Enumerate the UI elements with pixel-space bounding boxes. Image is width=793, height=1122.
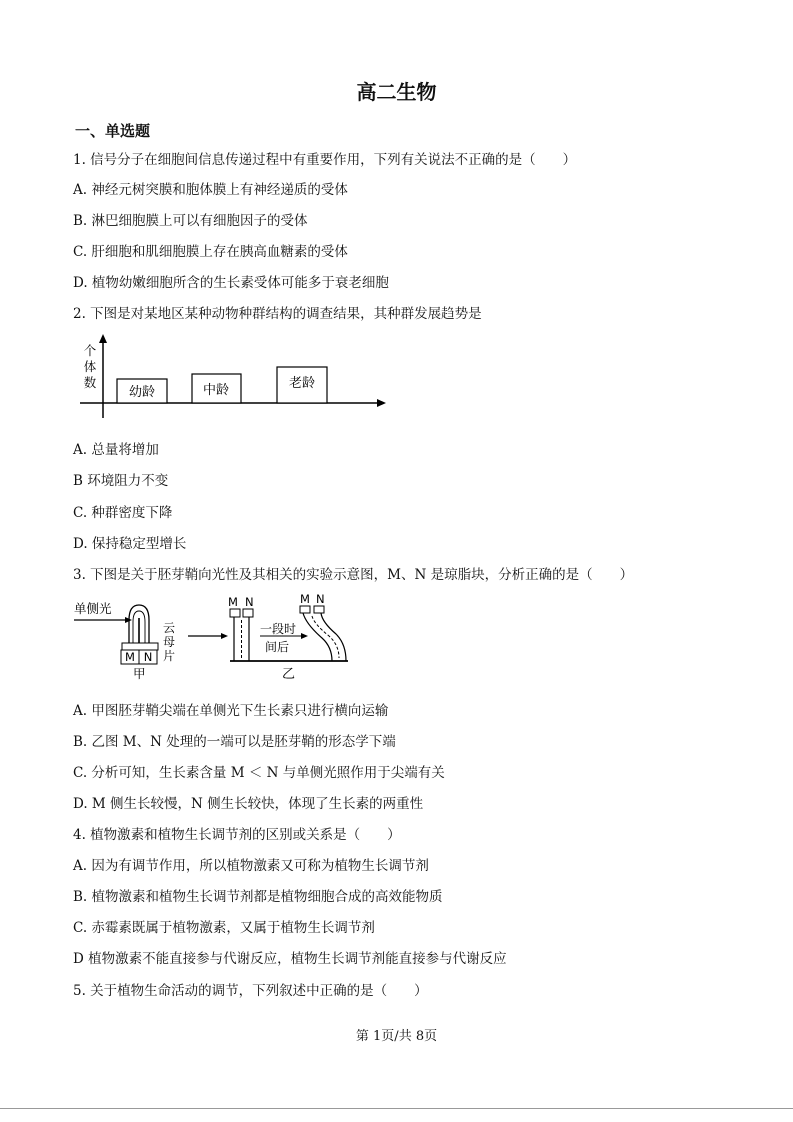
- bent-coleoptile-left-edge: [303, 613, 332, 661]
- y-axis-arrow-icon: [99, 334, 107, 343]
- question-4-option-b: B. 植物激素和植物生长调节剂都是植物细胞合成的高效能物质: [73, 889, 443, 905]
- question-3-option-a: A. 甲图胚芽鞘尖端在单侧光下生长素只进行横向运输: [73, 703, 389, 719]
- y-axis-label-char-1: 个: [83, 343, 97, 358]
- bar-middle-label: 中龄: [202, 383, 230, 398]
- left-block-m-label: M: [228, 595, 238, 609]
- bottom-divider: [0, 1108, 793, 1109]
- bar-old-label: 老龄: [288, 376, 316, 391]
- left-block-n: [243, 609, 253, 617]
- right-block-m: [300, 606, 310, 613]
- question-3-option-b: B. 乙图 M、N 处理的一端可以是胚芽鞘的形态学下端: [73, 734, 396, 750]
- mica-label-char-3: 片: [163, 649, 176, 663]
- question-3-option-d: D. M 侧生长较慢，N 侧生长较快，体现了生长素的两重性: [73, 796, 424, 812]
- page-footer: 第 1页/共 8页: [355, 1029, 438, 1044]
- question-2-option-b: B 环境阻力不变: [73, 473, 169, 489]
- question-2-option-d: D. 保持稳定型增长: [73, 536, 187, 552]
- question-1-option-b: B. 淋巴细胞膜上可以有细胞因子的受体: [73, 213, 308, 229]
- question-2-stem: 2. 下图是对某地区某种动物种群结构的调查结果，其种群发展趋势是: [73, 306, 482, 322]
- time-arrow-icon: [301, 633, 308, 639]
- block-n-label: N: [143, 650, 153, 664]
- left-block-m: [230, 609, 240, 617]
- time-label-1: 一段时: [260, 622, 297, 636]
- right-block-n-label: N: [316, 592, 325, 606]
- age-structure-figure: [70, 332, 400, 422]
- coleoptile-base: [122, 643, 158, 650]
- mica-label-char-2: 母: [163, 635, 176, 649]
- bent-coleoptile-right-edge: [321, 613, 346, 661]
- question-1-option-d: D. 植物幼嫩细胞所含的生长素受体可能多于衰老细胞: [73, 275, 389, 291]
- question-3-stem: 3. 下图是关于胚芽鞘向光性及其相关的实验示意图，M、N 是琼脂块，分析正确的是（ ）: [73, 567, 634, 583]
- question-5-stem: 5. 关于植物生命活动的调节，下列叙述中正确的是（ ）: [73, 983, 428, 999]
- coleoptile-experiment-figure: [70, 590, 360, 685]
- x-axis-arrow-icon: [377, 399, 386, 407]
- transfer-arrow-icon: [221, 633, 228, 639]
- y-axis-label-char-3: 数: [83, 375, 97, 390]
- mica-label-char-1: 云: [163, 621, 176, 635]
- question-4-option-a: A. 因为有调节作用，所以植物激素又可称为植物生长调节剂: [73, 858, 429, 874]
- question-4-option-c: C. 赤霉素既属于植物激素，又属于植物生长调节剂: [73, 920, 375, 936]
- question-2-option-c: C. 种群密度下降: [73, 505, 173, 521]
- question-4-option-d: D 植物激素不能直接参与代谢反应，植物生长调节剂能直接参与代谢反应: [73, 951, 507, 967]
- time-label-2: 间后: [265, 640, 290, 654]
- question-3-option-c: C. 分析可知，生长素含量 M ＜ N 与单侧光照作用于尖端有关: [73, 765, 445, 781]
- left-block-n-label: N: [245, 595, 254, 609]
- question-1-option-c: C. 肝细胞和肌细胞膜上存在胰高血糖素的受体: [73, 244, 348, 260]
- right-block-n: [314, 606, 324, 613]
- y-axis-label-char-2: 体: [83, 359, 97, 374]
- light-label: 单侧光: [74, 601, 112, 616]
- question-2-option-a: A. 总量将增加: [73, 442, 159, 458]
- label-jia: 甲: [133, 666, 146, 681]
- bar-young-label: 幼龄: [128, 385, 156, 400]
- right-block-m-label: M: [300, 592, 310, 606]
- label-yi: 乙: [282, 667, 296, 682]
- block-m-label: M: [125, 650, 135, 664]
- section-heading: 一、单选题: [75, 122, 151, 140]
- question-1-stem: 1. 信号分子在细胞间信息传递过程中有重要作用，下列有关说法不正确的是（ ）: [73, 152, 577, 168]
- question-4-stem: 4. 植物激素和植物生长调节剂的区别或关系是（ ）: [73, 827, 401, 843]
- question-1-option-a: A. 神经元树突膜和胞体膜上有神经递质的受体: [73, 182, 348, 198]
- page-title: 高二生物: [356, 80, 437, 104]
